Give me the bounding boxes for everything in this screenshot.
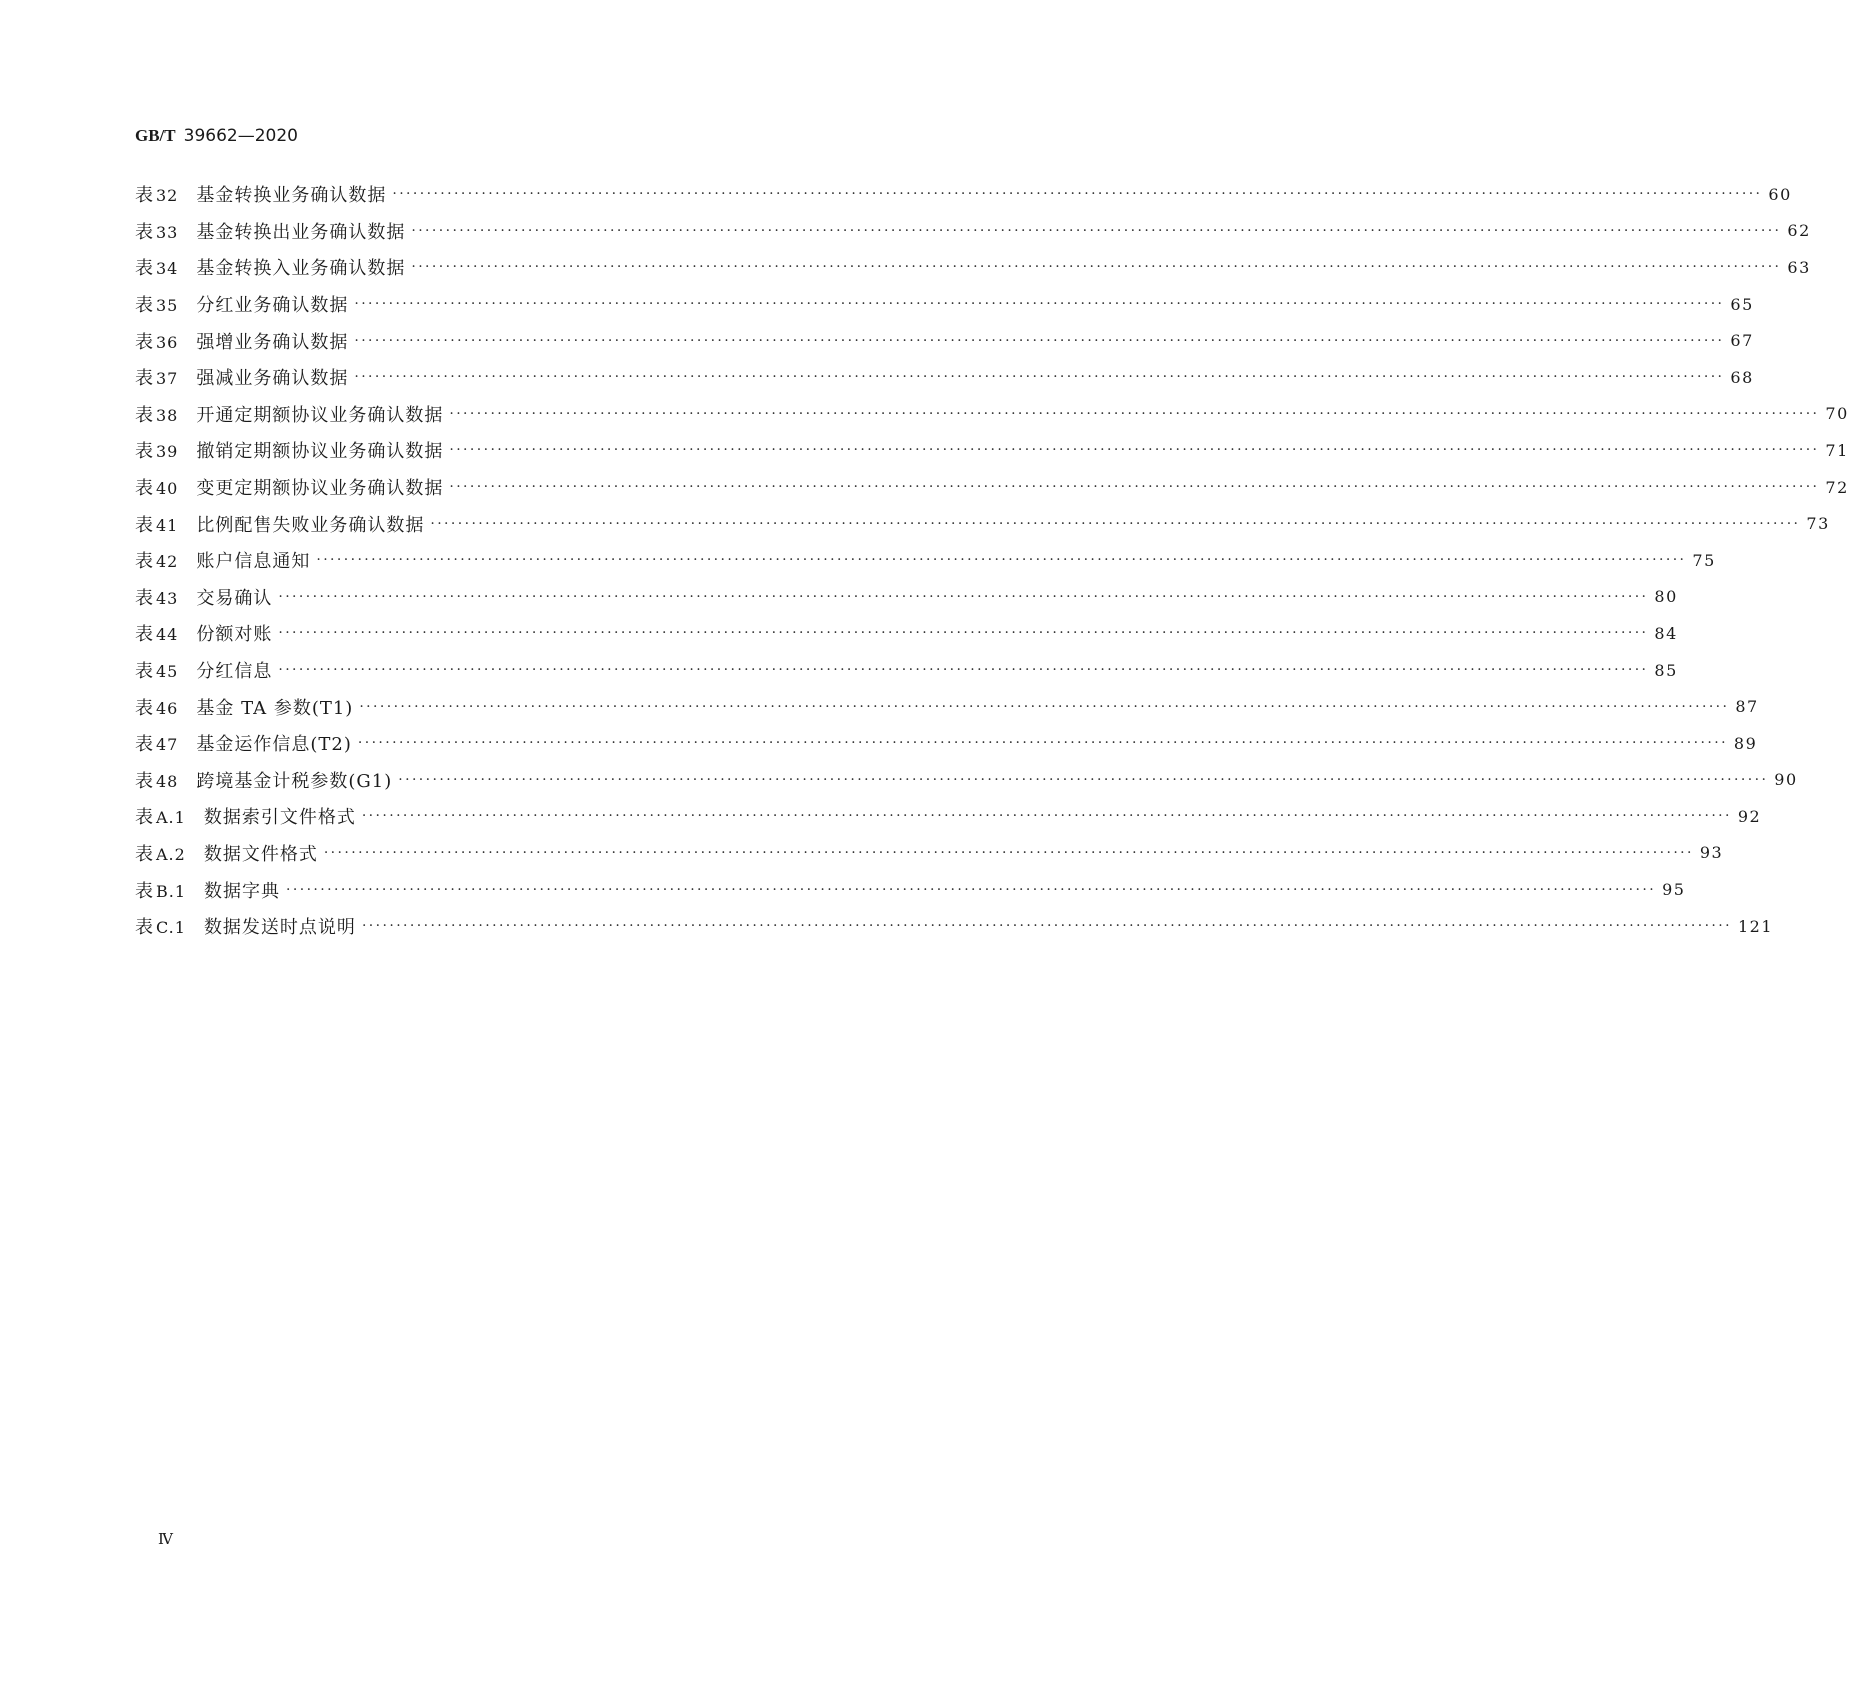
toc-entry-number: 33 <box>156 222 179 242</box>
toc-entry-label <box>135 291 178 317</box>
toc-entry-label-word: 表 <box>135 185 154 207</box>
toc-entry-page: 95 <box>1662 880 1686 900</box>
toc-entry-number: 47 <box>156 735 179 755</box>
toc-entry-number: A.1 <box>156 808 186 828</box>
toc-leader-dots: ········································································································································································································ <box>449 479 1820 496</box>
toc-entry-title: 数据文件格式 <box>203 843 318 865</box>
standard-code: GB/T <box>135 126 176 145</box>
toc-entry-label <box>135 730 178 756</box>
toc-leader-dots: ········································································································································································································ <box>354 332 1725 349</box>
toc-entry[interactable] <box>135 908 1774 945</box>
toc-entry-label <box>135 364 178 390</box>
toc-leader-dots: ········································································································································································································ <box>361 918 1732 935</box>
toc-leader-dots: ········································································································································································································ <box>398 771 1769 788</box>
toc-entry[interactable] <box>135 176 1792 213</box>
toc-leader-dots: ········································································································································································································ <box>354 369 1725 386</box>
toc-entry-title: 撤销定期额协议业务确认数据 <box>196 441 444 463</box>
toc-entry-label <box>135 474 178 500</box>
toc-entry-title: 数据索引文件格式 <box>203 807 356 829</box>
toc-entry-label <box>135 803 186 829</box>
toc-entry-title: 强减业务确认数据 <box>196 368 349 390</box>
toc-entry-label-word: 表 <box>135 478 154 500</box>
toc-entry-label <box>135 877 186 903</box>
toc-entry-label-word: 表 <box>135 587 154 609</box>
toc-leader-dots: ········································································································································································································ <box>316 552 1687 569</box>
toc-leader-dots: ········································································································································································································ <box>357 735 1728 752</box>
standard-number: 39662—2020 <box>183 126 298 146</box>
toc-entry-number: 46 <box>156 698 179 718</box>
toc-entry-title: 比例配售失败业务确认数据 <box>196 514 425 536</box>
toc-entry[interactable] <box>135 249 1811 286</box>
toc-entry-number: 45 <box>156 662 179 682</box>
toc-entry-number: 48 <box>156 771 179 791</box>
toc-leader-dots: ········································································································································································································ <box>411 222 1782 239</box>
toc-entry-title: 数据发送时点说明 <box>203 917 356 939</box>
toc-entry-label <box>135 913 186 939</box>
toc-entry-page: 65 <box>1730 294 1754 314</box>
toc-entry-number: 44 <box>156 625 179 645</box>
toc-entry-page: 85 <box>1654 660 1678 680</box>
toc-entry-number: B.1 <box>156 881 187 901</box>
toc-entry[interactable] <box>135 286 1754 323</box>
toc-entry-number: 40 <box>156 479 179 499</box>
toc-leader-dots: ········································································································································································································ <box>392 186 1763 203</box>
toc-entry[interactable] <box>135 615 1678 652</box>
toc-entry-page: 68 <box>1730 367 1754 387</box>
toc-entry-title: 账户信息通知 <box>196 551 311 573</box>
toc-entry-page: 70 <box>1825 404 1849 424</box>
toc-leader-dots: ········································································································································································································ <box>449 405 1820 422</box>
toc-leader-dots: ········································································································································································································ <box>430 515 1801 532</box>
toc-entry-page: 93 <box>1699 843 1724 863</box>
toc-entry-label <box>135 218 178 244</box>
toc-entry-page: 75 <box>1692 550 1716 570</box>
toc-entry-page: 87 <box>1735 697 1759 717</box>
toc-entry[interactable] <box>135 725 1758 762</box>
toc-entry-label-word: 表 <box>135 917 154 939</box>
toc-entry-title: 份额对账 <box>196 624 273 646</box>
toc-entry-label <box>135 657 178 683</box>
toc-leader-dots: ········································································································································································································ <box>354 296 1725 313</box>
toc-leader-dots: ········································································································································································································ <box>449 442 1820 459</box>
toc-entry-label-word: 表 <box>135 807 154 829</box>
toc-entry[interactable] <box>135 396 1849 433</box>
toc-entry-page: 67 <box>1730 331 1754 351</box>
toc-entry-label-word: 表 <box>135 880 154 902</box>
table-of-contents <box>135 176 1849 944</box>
toc-entry-page: 73 <box>1806 514 1830 534</box>
toc-entry[interactable] <box>135 505 1830 542</box>
toc-entry-label-word: 表 <box>135 331 154 353</box>
toc-entry[interactable] <box>135 542 1716 579</box>
toc-entry-title: 数据字典 <box>204 880 281 902</box>
toc-entry-number: 38 <box>156 405 179 425</box>
toc-leader-dots: ········································································································································································································ <box>278 588 1649 605</box>
toc-entry-label-word: 表 <box>135 404 154 426</box>
toc-leader-dots: ········································································································································································································ <box>278 625 1649 642</box>
toc-entry[interactable] <box>135 688 1759 725</box>
toc-entry-page: 84 <box>1654 623 1678 643</box>
toc-entry-label-word: 表 <box>135 441 154 463</box>
toc-entry-label <box>135 181 178 207</box>
toc-entry-label-word: 表 <box>135 221 154 243</box>
toc-entry[interactable] <box>135 835 1724 872</box>
toc-entry-label <box>135 620 178 646</box>
toc-entry[interactable] <box>135 213 1811 250</box>
toc-entry-label <box>135 511 178 537</box>
toc-entry-label-word: 表 <box>135 661 154 683</box>
toc-entry-title: 基金 TA 参数(T1) <box>196 697 354 719</box>
toc-entry-number: 41 <box>156 515 179 535</box>
toc-entry-number: C.1 <box>156 918 186 938</box>
toc-entry-page: 121 <box>1737 916 1774 936</box>
toc-leader-dots: ········································································································································································································ <box>361 808 1732 825</box>
toc-entry-label-word: 表 <box>135 624 154 646</box>
toc-entry-number: 34 <box>156 259 179 279</box>
toc-entry-title: 基金转换出业务确认数据 <box>196 221 406 243</box>
toc-entry-number: A.2 <box>156 844 186 864</box>
toc-entry-label-word: 表 <box>135 843 154 865</box>
document-header <box>135 126 298 146</box>
toc-entry-page: 80 <box>1654 587 1678 607</box>
toc-leader-dots: ········································································································································································································ <box>323 844 1694 861</box>
toc-entry[interactable] <box>135 322 1754 359</box>
toc-entry-number: 36 <box>156 332 179 352</box>
toc-entry-label <box>135 694 178 720</box>
toc-entry-label <box>135 254 178 280</box>
toc-entry[interactable] <box>135 798 1762 835</box>
toc-entry-page: 72 <box>1825 477 1849 497</box>
toc-entry-page: 90 <box>1774 770 1798 790</box>
toc-leader-dots: ········································································································································································································ <box>359 698 1730 715</box>
toc-entry-title: 强增业务确认数据 <box>196 331 349 353</box>
toc-entry[interactable] <box>135 762 1798 799</box>
toc-entry-page: 71 <box>1825 440 1849 460</box>
toc-entry-title: 跨境基金计税参数(G1) <box>196 770 393 792</box>
toc-entry-page: 62 <box>1787 221 1811 241</box>
toc-entry-label <box>135 767 178 793</box>
toc-entry-page: 63 <box>1787 257 1811 277</box>
toc-entry-title: 变更定期额协议业务确认数据 <box>196 478 444 500</box>
toc-entry-label-word: 表 <box>135 514 154 536</box>
toc-entry-title: 基金转换业务确认数据 <box>196 185 387 207</box>
toc-entry-page: 92 <box>1737 806 1762 826</box>
toc-entry-title: 分红信息 <box>196 661 273 683</box>
toc-entry-page: 60 <box>1768 184 1792 204</box>
toc-entry[interactable] <box>135 359 1754 396</box>
toc-entry-number: 42 <box>156 552 179 572</box>
toc-entry-number: 43 <box>156 588 179 608</box>
toc-entry-label-word: 表 <box>135 368 154 390</box>
toc-entry-label-word: 表 <box>135 770 154 792</box>
toc-entry-label-word: 表 <box>135 697 154 719</box>
toc-entry-number: 35 <box>156 296 179 316</box>
toc-entry-page: 89 <box>1733 733 1758 753</box>
toc-entry-title: 开通定期额协议业务确认数据 <box>196 404 444 426</box>
toc-entry-number: 39 <box>156 442 179 462</box>
toc-entry[interactable] <box>135 469 1849 506</box>
toc-entry-label <box>135 328 178 354</box>
toc-entry-title: 交易确认 <box>196 587 273 609</box>
toc-entry[interactable] <box>135 871 1686 908</box>
toc-entry-number: 32 <box>156 186 179 206</box>
toc-entry-label-word: 表 <box>135 551 154 573</box>
toc-leader-dots: ········································································································································································································ <box>278 662 1649 679</box>
toc-entry-label <box>135 584 178 610</box>
toc-entry[interactable] <box>135 579 1678 616</box>
toc-entry[interactable] <box>135 432 1849 469</box>
toc-entry-title: 分红业务确认数据 <box>196 295 349 317</box>
toc-entry-label <box>135 840 186 866</box>
toc-entry-label-word: 表 <box>135 258 154 280</box>
toc-entry-label <box>135 401 178 427</box>
toc-leader-dots: ········································································································································································································ <box>411 259 1782 276</box>
toc-entry-label <box>135 437 178 463</box>
toc-entry-label-word: 表 <box>135 734 154 756</box>
toc-entry-title: 基金转换入业务确认数据 <box>196 258 406 280</box>
toc-entry-label-word: 表 <box>135 295 154 317</box>
page-number: Ⅳ <box>158 1530 173 1548</box>
toc-entry[interactable] <box>135 652 1678 689</box>
toc-entry-number: 37 <box>156 369 179 389</box>
toc-leader-dots: ········································································································································································································ <box>286 881 1657 898</box>
toc-entry-label <box>135 547 178 573</box>
toc-entry-title: 基金运作信息(T2) <box>196 734 352 756</box>
